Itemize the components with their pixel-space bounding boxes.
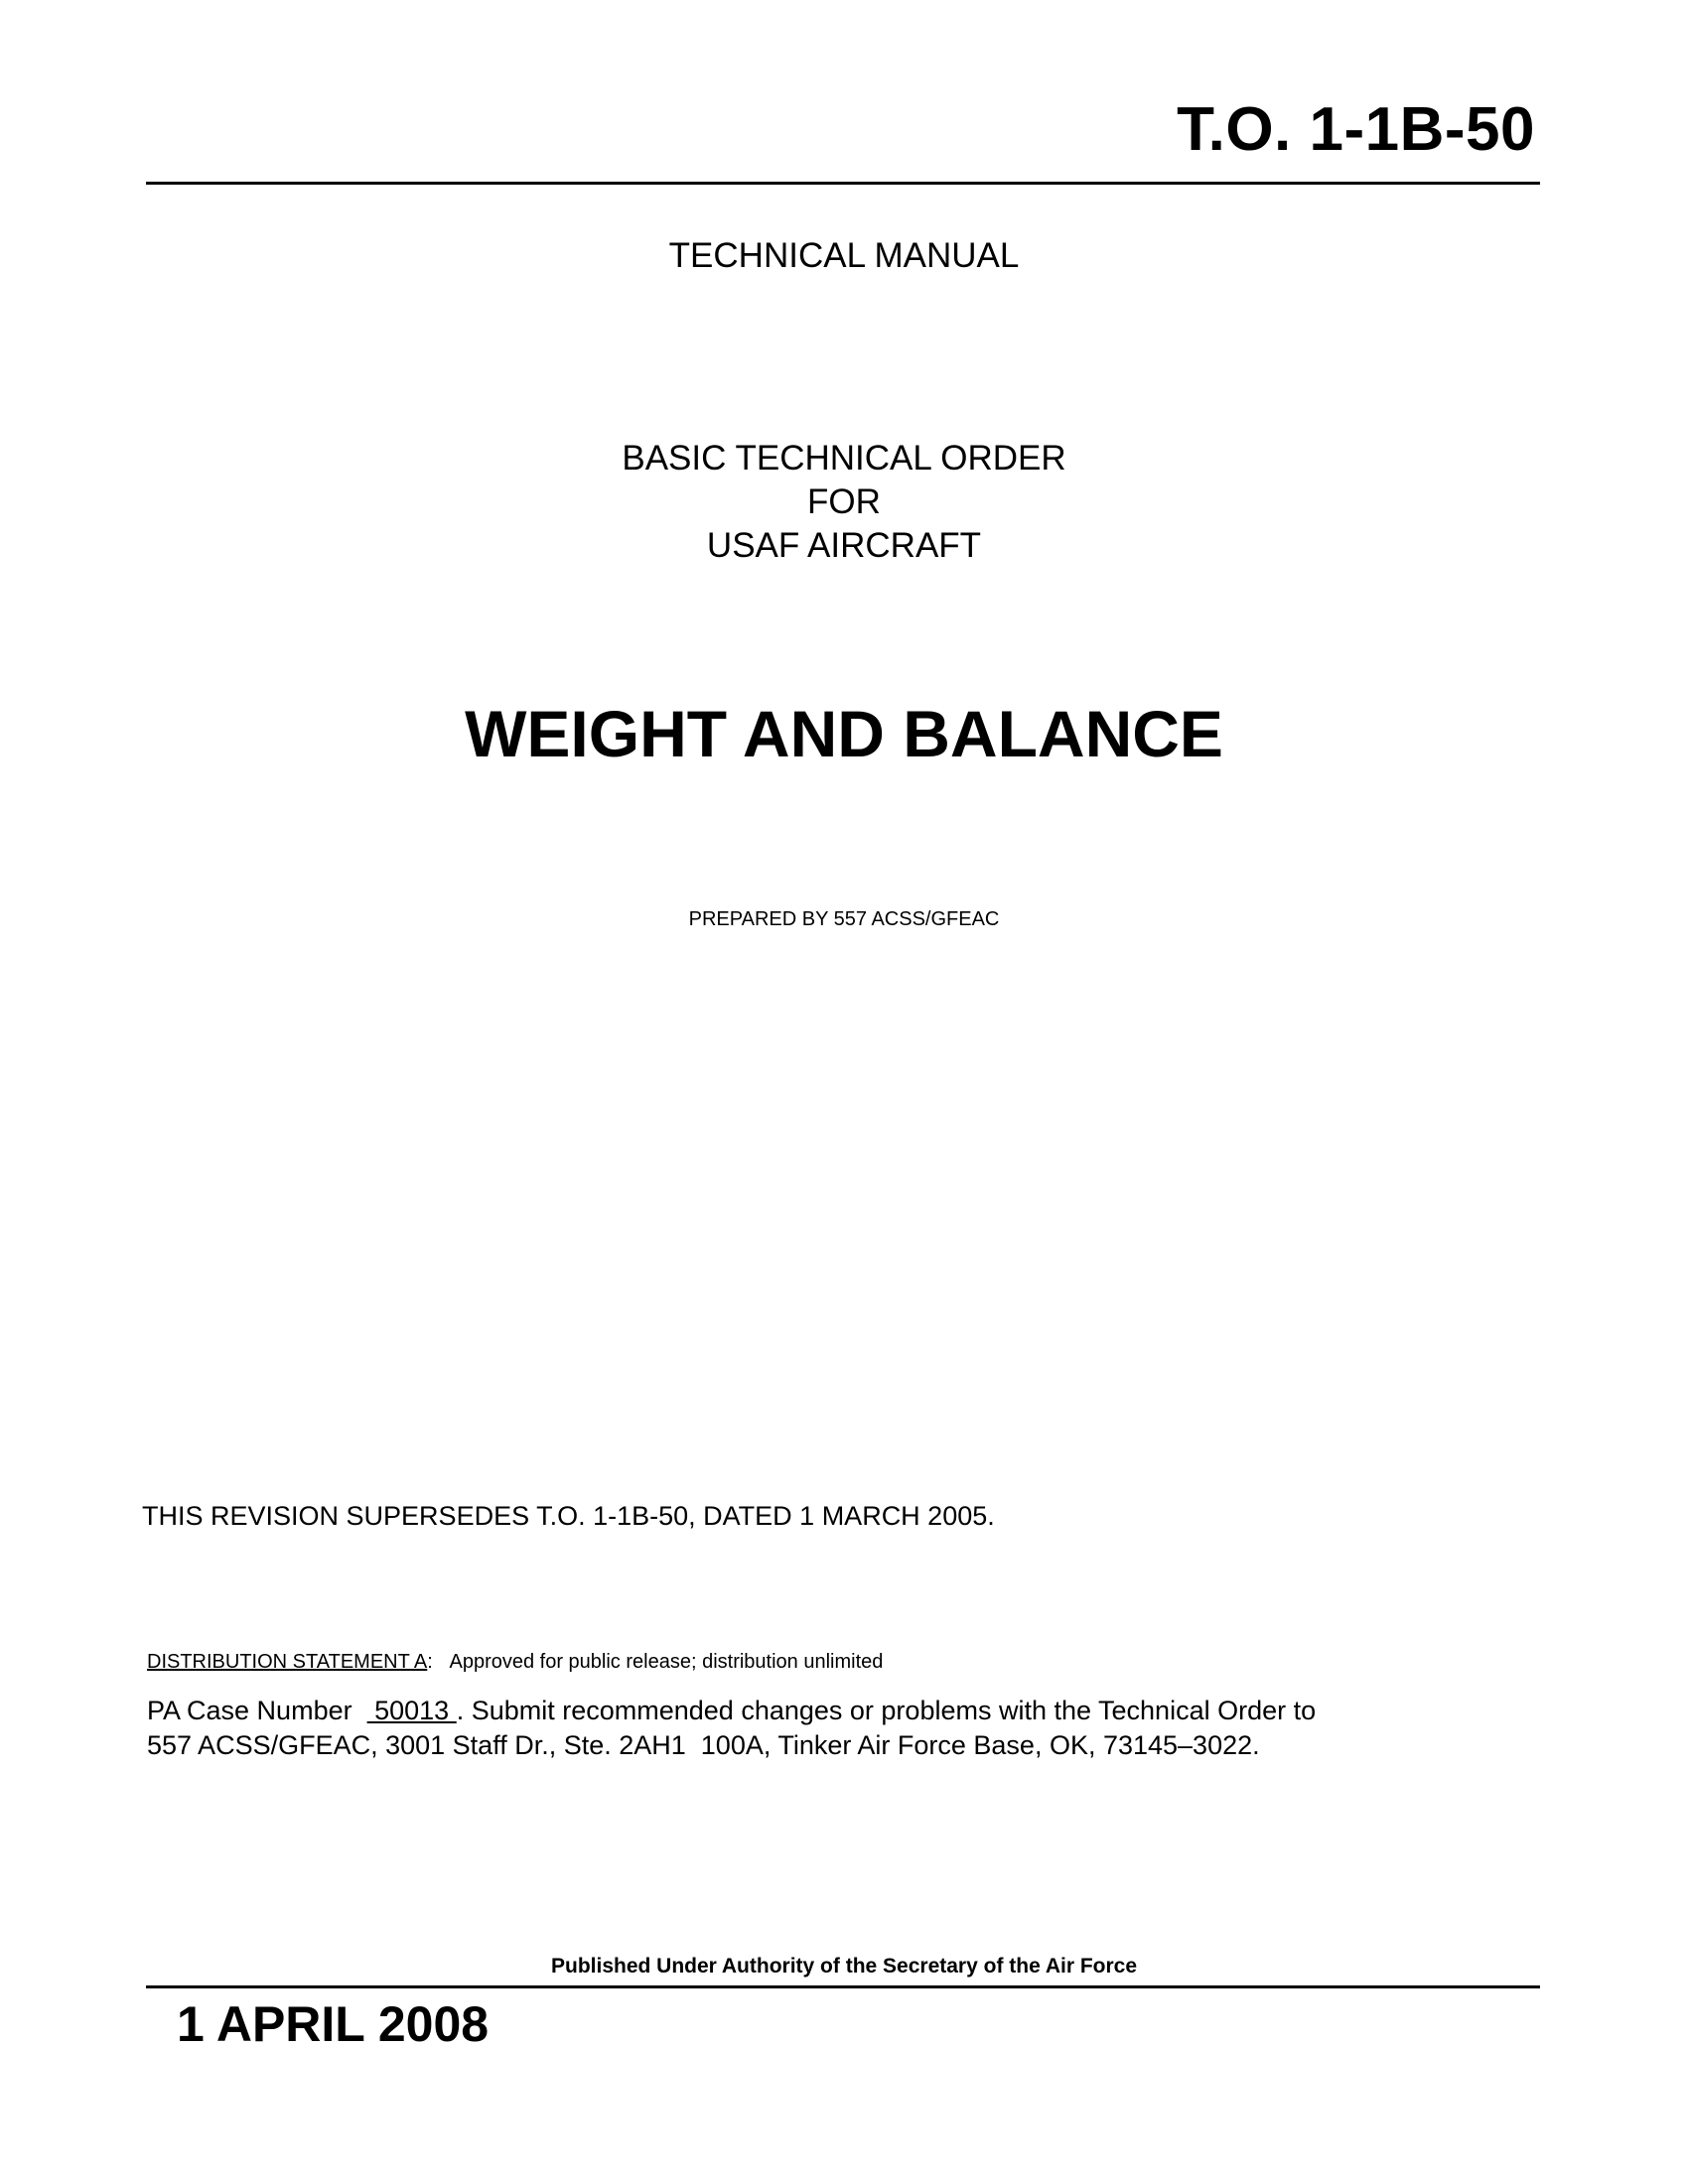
prepared-by: PREPARED BY 557 ACSS/GFEAC [688, 908, 1000, 930]
pa-case-number: 50013 [366, 1696, 457, 1725]
publication-date: 1 APRIL 2008 [177, 1996, 490, 2052]
document-type: TECHNICAL MANUAL [668, 236, 1020, 275]
distribution-colon: : [427, 1651, 433, 1673]
pa-case-prefix: PA Case Number [147, 1696, 352, 1725]
bottom-divider [146, 1985, 1540, 1988]
order-line-2: FOR [807, 482, 881, 521]
distribution-statement [147, 1652, 883, 1672]
pa-case-paragraph [147, 1694, 1316, 1763]
to-number-title: T.O. 1-1B-50 [1177, 95, 1535, 164]
main-title: WEIGHT AND BALANCE [465, 697, 1223, 770]
supersedes-notice: THIS REVISION SUPERSEDES T.O. 1-1B-50, DATED 1 MARCH 2005. [142, 1501, 995, 1531]
top-divider [146, 182, 1540, 185]
distribution-label: DISTRIBUTION STATEMENT A [147, 1651, 428, 1673]
order-line-1: BASIC TECHNICAL ORDER [622, 439, 1066, 478]
order-block [0, 437, 1688, 568]
pa-case-line-1-rest: . Submit recommended changes or problems with the Technical Order to [456, 1696, 1317, 1725]
pa-case-line-2: 557 ACSS/GFEAC, 3001 Staff Dr., Ste. 2AH1 100A, Tinker Air Force Base, OK, 73145–3022. [147, 1730, 1260, 1760]
publication-authority: Published Under Authority of the Secretary of the Air Force [550, 1955, 1138, 1978]
pa-case-line-1 [147, 1694, 1316, 1728]
distribution-text: Approved for public release; distribution unlimited [449, 1651, 884, 1673]
order-line-3: USAF AIRCRAFT [706, 526, 982, 565]
